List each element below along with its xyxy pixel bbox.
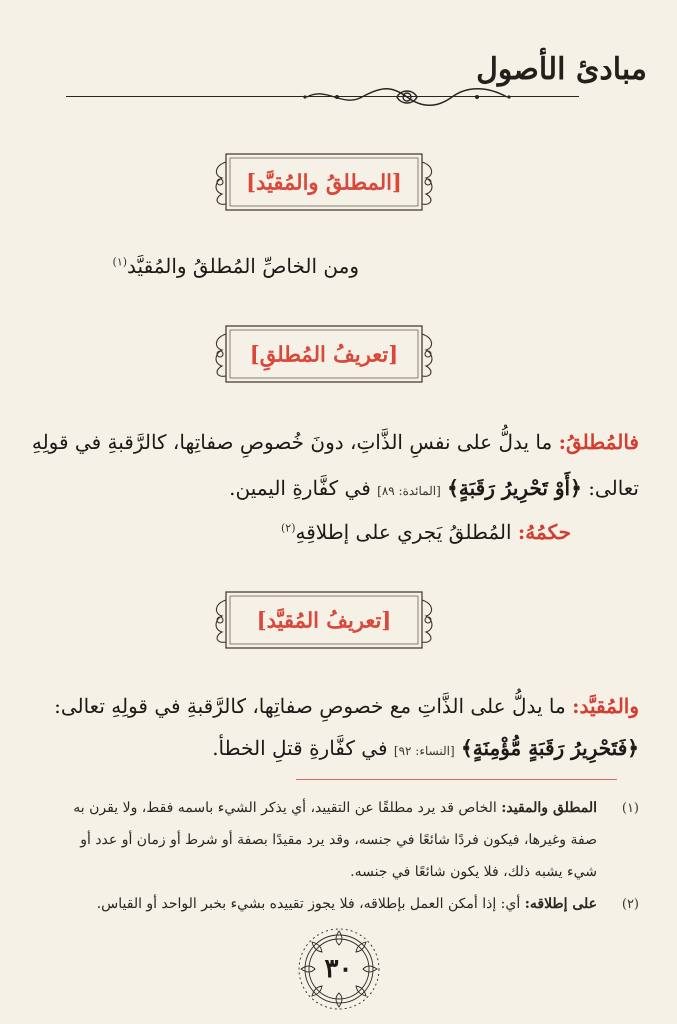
intro-paragraph [113,254,359,278]
footnote-1-term: المطلق والمقيد: [501,800,597,816]
mutlaq-definition-line-1 [32,430,639,454]
footnote-2-term: على إطلاقه: [524,896,597,912]
footnote-divider [296,779,617,780]
footnote-2-text-1: أي: إذا أمكن العمل بإطلاقه، فلا يجوز تقييده بشيء بخبر الواحد أو القياس. [96,896,521,912]
footnote-2-number: (٢) [621,897,639,912]
section-title: [تعريفُ المُطلقِ] [249,341,399,367]
mutlaq-term: فالمُطلقُ: [558,430,639,454]
footnote-1-text-1: الخاص قد يرد مطلقًا عن التقييد، أي يذكر الشيء باسمه فقط، ولا يقرن به [73,800,497,816]
footnote-1-line-1 [73,799,597,819]
footnote-1-number: (١) [621,801,639,816]
header-ornament-icon [297,84,517,110]
muqayyad-def-text-1: ما يدلُّ على الذَّاتِ مع خصوصِ صفاتِها، كالرَّقبةِ في قولِهِ تعالى: [54,694,566,718]
intro-text: ومن الخاصِّ المُطلقُ والمُقيَّد [127,254,359,278]
mutlaq-definition-line-2 [229,476,639,500]
muqayyad-verse-ref: [النساء: ٩٢] [393,744,455,758]
mutlaq-def-prefix: تعالى: [588,476,639,500]
mutlaq-verse-ref: [المائدة: ٨٩] [377,484,441,498]
muqayyad-verse: ﴿فَتَحْرِيرُ رَقَبَةٍ مُّؤْمِنَةٍ﴾ [461,736,639,760]
footnote-1-line-2: صفة وغيرها، فيكون فردًا شائعًا في جنسه، وقد يرد مقيدًا بصفة أو شرط أو زمان أو عدد أو [80,832,597,848]
section-title: [المطلقُ والمُقيَّد] [246,169,402,195]
page-number-medallion [289,919,389,1019]
section-heading-mutlaq-muqayyad [212,148,436,216]
muqayyad-definition-line-1 [54,694,639,718]
footnote-2-line-1 [97,895,597,915]
mutlaq-verse: ﴿أَوْ تَحْرِيرُ رَقَبَةٍ﴾ [447,476,582,500]
section-title: [تعريفُ المُقيَّد] [256,607,392,633]
section-heading-mutlaq-definition [212,320,436,388]
mutlaq-def-suffix: في كفَّارةِ اليمين. [229,476,371,500]
book-title: مبادئ الأصول [476,52,647,87]
page-number: ٣٠ [324,954,353,984]
mutlaq-def-text-1: ما يدلُّ على نفسِ الذَّاتِ، دونَ خُصوصِ صفاتِها، كالرَّقبةِ في قولِهِ [31,430,553,454]
muqayyad-def-suffix: في كفَّارةِ قتلِ الخطأ. [212,736,388,760]
section-heading-muqayyad-definition [212,586,436,654]
footnote-1-line-3: شيء يشبه ذلك، فلا يكون شائعًا في جنسه. [350,864,597,880]
ruling-term: حكمُهُ: [517,520,571,544]
mutlaq-ruling-line [281,520,571,544]
footnote-ref-1: (١) [112,255,128,269]
footnote-ref-2: (٢) [280,521,296,535]
muqayyad-term: والمُقيَّد: [572,694,639,718]
ruling-text: المُطلقُ يَجري على إطلاقِهِ [295,520,512,544]
muqayyad-definition-line-2 [212,736,639,760]
